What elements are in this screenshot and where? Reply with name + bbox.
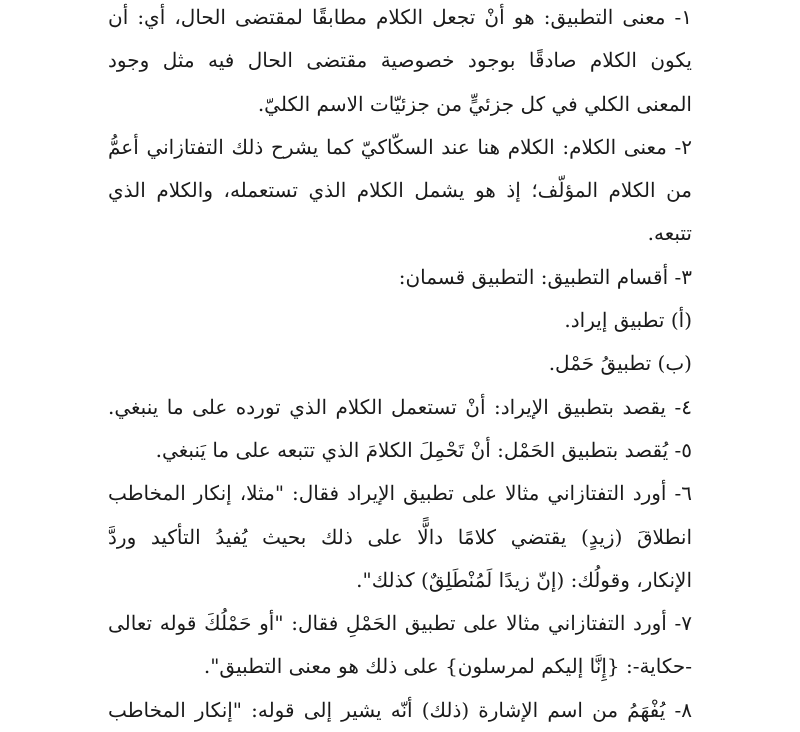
text-line-3: المعنى الكلي في كل جزئيٍّ من جزئيّات الاسم الكليّ. <box>257 91 692 116</box>
text-line-17: ٨- يُفْهَمُ من اسم الإشارة (ذلك) أنّه يشير إلى قوله: "إنكار المخاطب <box>108 697 692 722</box>
text-line-13: انطلاقَ (زيدٍ) يقتضي كلامًا دالًّا على ذلك بحيث يُفيدُ التأكيد وردَّ <box>108 524 692 549</box>
body-text <box>108 0 692 732</box>
text-line-6: تتبعه. <box>647 221 692 246</box>
text-line-15: ٧- أورد التفتازاني مثالا على تطبيق الحَمْلِ فقال: "أو حَمْلُكَ قوله تعالى <box>108 611 692 636</box>
text-line-11: ٥- يُقصد بتطبيق الحَمْل: أنْ تَحْمِلَ الكلامَ الذي تتبعه على ما يَنبغي. <box>155 437 692 462</box>
text-line-10: ٤- يقصد بتطبيق الإيراد: أنْ تستعمل الكلام الذي تورده على ما ينبغي. <box>108 394 692 419</box>
text-line-8: (أ) تطبيق إيراد. <box>564 308 692 333</box>
text-line-1: ١- معنى التطبيق: هو أنْ تجعل الكلام مطابقًا لمقتضى الحال، أي: أن <box>108 5 692 29</box>
text-line-12: ٦- أورد التفتازاني مثالا على تطبيق الإيراد فقال: "مثلا، إنكار المخاطب <box>108 481 692 506</box>
text-line-5: من الكلام المؤلّف؛ إذ هو يشمل الكلام الذي تستعمله، والكلام الذي <box>108 178 692 203</box>
text-line-4: ٢- معنى الكلام: الكلام هنا عند السكّاكيّ كما يشرح ذلك التفتازاني أعمُّ <box>108 134 692 159</box>
text-line-9: (ب) تطبيقُ حَمْل. <box>548 351 692 376</box>
text-line-16: -حكاية-: {إِنَّا إليكم لمرسلون} على ذلك هو معنى التطبيق". <box>203 654 692 679</box>
text-line-7: ٣- أقسام التطبيق: التطبيق قسمان: <box>398 264 692 289</box>
text-line-14: الإنكار، وقولُك: (إنّ زيدًا لَمُنْطَلِقٌ) كذلك". <box>356 567 692 592</box>
text-line-2: يكون الكلام صادقًا بوجود خصوصية مقتضى الحال فيه مثل وجود <box>108 48 692 73</box>
